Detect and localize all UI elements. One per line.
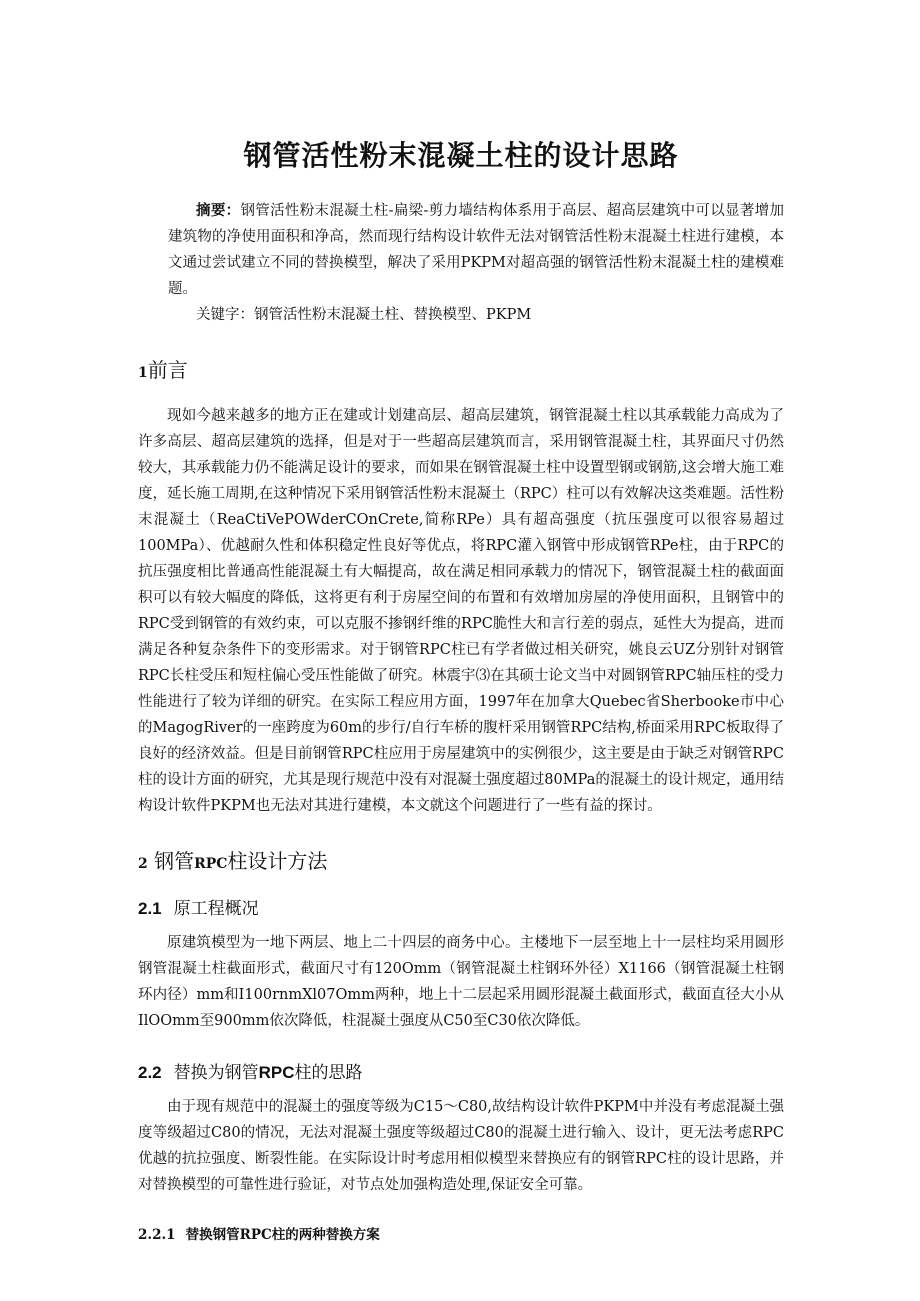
- section-1-paragraph: 现如今越来越多的地方正在建或计划建高层、超高层建筑，钢管混凝土柱以其承载能力高成为了许多高层、超高层建筑的选择，但是对于一些超高层建筑而言，采用钢管混凝土柱，其界面尺寸仍然较大，其承载能力仍不能满足设计的要求，而如果在钢管混凝土柱中设置型钢或钢筋,这会增大施工难度，延长施工周期,在这种情况下采用钢管活性粉末混凝土（RPC）柱可以有效解决这类难题。活性粉末混凝土（ReaCtiVePOWderCOnCrete,简称RPe）具有超高强度（抗压强度可以很容易超过100MPa）、优越耐久性和体积稳定性良好等优点，将RPC灌入钢管中形成钢管RPe柱，由于RPC的抗压强度相比普通高性能混凝土有大幅提高，故在满足相同承载力的情况下，钢管混凝土柱的截面面积可以有较大幅度的降低，这将更有利于房屋空间的布置和有效增加房屋的净使用面积，且钢管中的RPC受到钢管的有效约束，可以克服不掺钢纤维的RPC脆性大和言行差的弱点，延性大为提高，进而满足各种复杂条件下的变形需求。对于钢管RPC柱已有学者做过相关研究，姚良云UZ分别针对钢管RPC长柱受压和短柱偏心受压性能做了研究。林震宇⑶在其硕士论文当中对圆钢管RPC轴压柱的受力性能进行了较为详细的研究。在实际工程应用方面，1997年在加拿大Quebec省Sherbooke市中心的MagogRiver的一座跨度为60m的步行/自行车桥的腹杆采用钢管RPC结构,桥面采用RPC板取得了良好的经济效益。但是目前钢管RPC柱应用于房屋建筑中的实例很少，这主要是由于缺乏对钢管RPC柱的设计方面的研究，尤其是现行规范中没有对混凝土强度超过80MPa的混凝土的设计规定，通用结构设计软件PKPM也无法对其进行建模，本文就这个问题进行了一些有益的探讨。: [138, 408, 784, 814]
- section-title: 前言: [147, 358, 188, 382]
- subsection-2-2-heading: [138, 1058, 784, 1088]
- section-title-part: 柱设计方法: [227, 849, 328, 873]
- abstract-text: 钢管活性粉末混凝土柱-扁梁-剪力墙结构体系用于高层、超高层建筑中可以显著增加建筑物的净使用面积和净高，然而现行结构设计软件无法对钢管活性粉末混凝土柱进行建模，本文通过尝试建立不同的替换模型，解决了采用PKPM对超高强的钢管活性粉末混凝土柱的建模难题。: [168, 203, 784, 297]
- subsection-2-2-paragraph: 由于现有规范中的混凝土的强度等级为C15～C80,故结构设计软件PKPM中并没有考虑混凝土强度等级超过C80的情况，无法对混凝土强度等级超过C80的混凝土进行输入、设计，更无法考虑RPC优越的抗拉强度、断裂性能。在实际设计时考虑用相似模型来替换应有的钢管RPC柱的设计思路，并对替换模型的可靠性进行验证，对节点处加强构造处理,保证安全可靠。: [138, 1099, 784, 1193]
- section-title-part: RPC: [194, 856, 228, 872]
- subsection-2-1-paragraph: 原建筑模型为一地下两层、地上二十四层的商务中心。主楼地下一层至地上十一层柱均采用圆形钢管混凝土柱截面形式，截面尺寸有120Omm（钢管混凝土柱钢环外径）X1166（钢管混凝土柱钢环内径）mm和I100rnmXl07Omm两种，地上十二层起采用圆形混凝土截面形式，截面直径大小从IlOOmm至900mm依次降低，柱混凝土强度从C50至C30依次降低。: [138, 935, 784, 1029]
- subsection-title-part: 替换为钢管: [173, 1063, 259, 1083]
- abstract-label: 摘要：: [196, 202, 241, 219]
- subsection-title-part: 柱的思路: [294, 1063, 363, 1083]
- section-2-heading: [138, 843, 784, 882]
- subsection-title: 替换钢管RPC柱的两种替换方案: [185, 1227, 380, 1243]
- subsection-2-2-1-heading: [138, 1222, 784, 1248]
- paper-title: 钢管活性粉末混凝土柱的设计思路: [243, 139, 679, 172]
- document-page: [138, 128, 784, 1248]
- section-title-part: 钢管: [154, 849, 195, 873]
- subsection-title: 原工程概况: [173, 899, 259, 919]
- subsection-number: 2.1: [138, 899, 162, 918]
- subsection-number: 2.2.1: [138, 1227, 176, 1243]
- subsection-title-part: RPC: [258, 1063, 295, 1082]
- section-number: 1: [138, 365, 148, 381]
- section-1-heading: [138, 352, 784, 391]
- section-number: 2: [138, 856, 148, 872]
- keywords: 关键字：钢管活性粉末混凝土柱、替换模型、PKPM: [196, 307, 532, 323]
- subsection-number: 2.2: [138, 1063, 162, 1082]
- abstract: [168, 198, 784, 302]
- subsection-2-1-heading: [138, 894, 784, 924]
